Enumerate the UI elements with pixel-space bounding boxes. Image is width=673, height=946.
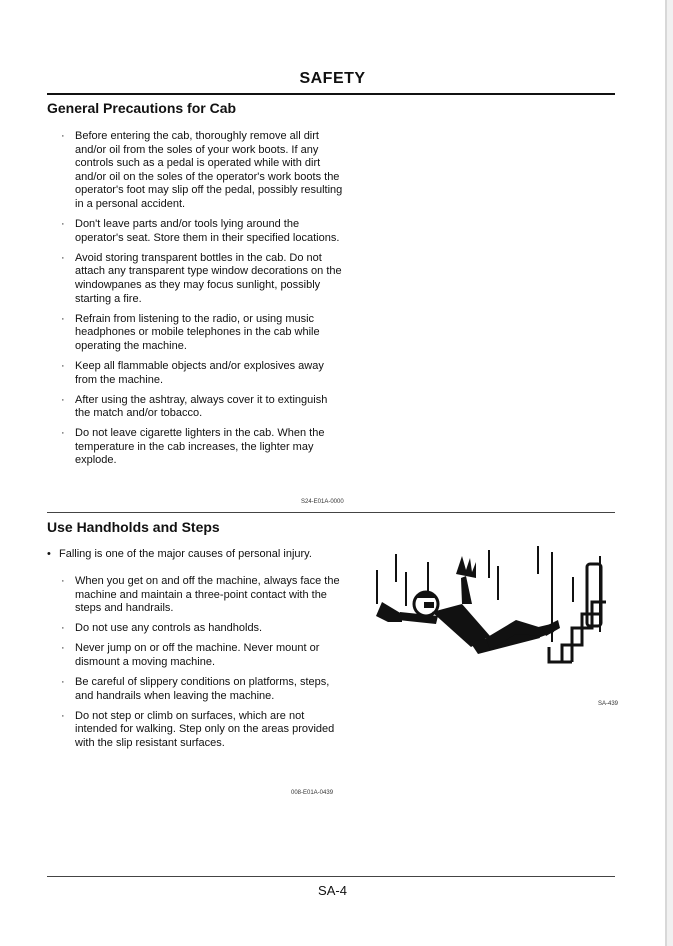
list-item	[61, 252, 345, 306]
bullet-dot: •	[47, 548, 51, 560]
list-item-text: Avoid storing transparent bottles in the cab. Do not attach any transparent type window decorations on the windowpanes as they may focus sunlight, possibly starting a fire.	[75, 251, 342, 305]
bullet-dot: ·	[61, 130, 65, 142]
list-item	[61, 575, 345, 616]
list-item-text: Never jump on or off the machine. Never mount or dismount a moving machine.	[75, 642, 320, 668]
list-item	[61, 313, 345, 354]
list-item	[61, 622, 345, 636]
list-item	[61, 642, 345, 669]
page-title: SAFETY	[299, 70, 366, 87]
bullet-dot: ·	[61, 622, 65, 635]
section-heading-handholds: Use Handholds and Steps	[47, 519, 220, 535]
cab-precautions-list	[61, 130, 345, 475]
lead-statement	[47, 548, 312, 560]
bullet-dot: ·	[61, 676, 65, 689]
page-number: SA-4	[318, 883, 347, 898]
list-item	[61, 218, 345, 245]
section-code-cab: S24-E01A-0000	[301, 499, 344, 505]
list-item-text: Do not step or climb on surfaces, which are not intended for walking. Step only on the areas provided with the slip resistant surfaces.	[75, 709, 335, 749]
list-item	[61, 360, 345, 387]
section-heading-cab: General Precautions for Cab	[47, 100, 237, 116]
list-item-text: After using the ashtray, always cover it to extinguish the match and/or tobacco.	[75, 393, 328, 420]
list-item	[61, 394, 345, 421]
bullet-dot: ·	[61, 709, 65, 722]
bullet-dot: ·	[61, 393, 65, 406]
section-code-handholds: 008-E01A-0439	[291, 790, 334, 796]
list-item-text: Do not leave cigarette lighters in the cab. When the temperature in the cab increases, the lighter may explode.	[75, 427, 325, 467]
bullet-dot: ·	[61, 218, 65, 231]
title-rule	[47, 93, 615, 95]
bullet-dot: ·	[61, 359, 65, 372]
list-item-text: When you get on and off the machine, always face the machine and maintain a three-point contact with the steps and handrails.	[75, 575, 340, 615]
list-item-text: Do not use any controls as handholds.	[75, 622, 263, 635]
section-divider	[47, 512, 615, 513]
list-item	[61, 427, 345, 468]
list-item	[61, 676, 345, 703]
bullet-dot: ·	[61, 427, 65, 440]
list-item	[61, 130, 345, 212]
list-item-text: Be careful of slippery conditions on platforms, steps, and handrails when leaving the machine.	[75, 676, 330, 702]
bullet-dot: ·	[61, 642, 65, 655]
figure-code: SA-439	[598, 701, 619, 707]
bullet-dot: ·	[61, 251, 65, 264]
list-item-text: Keep all flammable objects and/or explosives away from the machine.	[75, 359, 324, 386]
list-item-text: Don't leave parts and/or tools lying around the operator's seat. Store them in their specified locations.	[75, 218, 340, 244]
falling-person-illustration	[366, 542, 606, 672]
page-edge-shadow	[667, 0, 673, 946]
bullet-dot: ·	[61, 575, 65, 587]
list-item-text: Refrain from listening to the radio, or using music headphones or mobile telephones in the cab while operating the machine.	[75, 312, 320, 352]
footer-rule	[47, 876, 615, 877]
lead-text: Falling is one of the major causes of personal injury.	[59, 548, 312, 560]
list-item-text: Before entering the cab, thoroughly remove all dirt and/or oil from the soles of your work boots. If any controls such as a pedal is operated while with dirt and/or oil on the soles of the operator's work boots the operator's foot may slip off the pedal, possibly resulting in a personal accident.	[75, 130, 343, 210]
handholds-list	[61, 575, 345, 757]
list-item	[61, 710, 345, 751]
bullet-dot: ·	[61, 312, 65, 325]
